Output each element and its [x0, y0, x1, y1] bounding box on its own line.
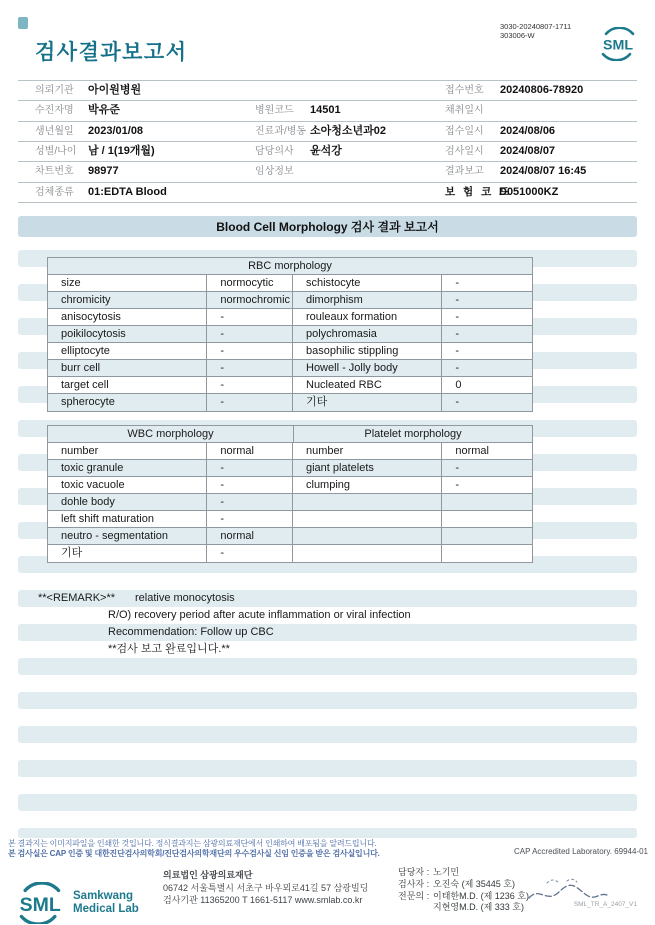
staff-row [398, 902, 529, 914]
table-cell: - [207, 494, 293, 510]
disclaimer-line-1: 본 결과지는 이미지파일을 인쇄한 것입니다. 정식결과지는 삼광의료재단에서 인쇄하여 배포됨을 알려드립니다. [8, 839, 377, 848]
table-cell [293, 528, 442, 544]
organization-contact: 검사기관 11365200 T 1661-5117 www.smlab.co.kr [163, 895, 363, 905]
table-row [48, 326, 532, 343]
table-row [48, 377, 532, 394]
table-cell: normocytic [207, 275, 293, 291]
table-cell: - [207, 343, 293, 359]
table-cell: - [207, 360, 293, 376]
staff-row [398, 879, 529, 891]
table-row [48, 343, 532, 360]
field-label: 접수번호 [445, 85, 484, 96]
table-cell: - [207, 377, 293, 393]
table-cell: - [455, 294, 460, 306]
patient-info-row [18, 80, 637, 100]
table-cell: elliptocyte [48, 343, 207, 359]
patient-info-row [18, 161, 637, 181]
remark-line: Recommendation: Follow up CBC [108, 626, 274, 638]
table-cell: - [455, 462, 460, 474]
form-version-code: SML_TR_A_2407_V1 [573, 901, 637, 908]
table-cell [293, 494, 442, 510]
stripe-bar [18, 828, 637, 838]
table-cell: number [48, 443, 207, 459]
signature-dots-path [547, 879, 577, 883]
table-header-row [48, 258, 532, 275]
organization-address: 06742 서울특별시 서초구 바우뫼로41길 57 삼광빌딩 [163, 882, 369, 893]
table-cell: poikilocytosis [48, 326, 207, 342]
field-value: 남 / 1(19개월) [88, 144, 155, 157]
field-value: 윤석강 [310, 144, 342, 157]
wbc-platelet-morphology-table [47, 425, 533, 563]
table-cell: spherocyte [48, 394, 207, 411]
field-label: 담당의사 [255, 145, 294, 157]
logo-name-line1: Samkwang [73, 890, 134, 902]
document-code-1: 3030-20240807-1711 [500, 22, 572, 31]
table-cell: - [207, 394, 293, 411]
patient-info-row [18, 182, 637, 202]
patient-info-row [18, 100, 637, 120]
table-cell: - [455, 479, 460, 491]
table-cell: - [207, 477, 293, 493]
table-cell: 기타 [293, 394, 442, 411]
table-cell: - [455, 345, 460, 357]
table-row [48, 292, 532, 309]
table-cell: - [207, 460, 293, 476]
table-row [48, 275, 532, 292]
sml-logo-small [597, 27, 639, 66]
table-cell [442, 511, 532, 527]
document-codes [500, 22, 571, 40]
table-cell: - [207, 309, 293, 325]
corner-registration-mark [18, 17, 28, 29]
remark-line: **검사 보고 완료입니다.** [108, 643, 230, 655]
table-cell: - [455, 362, 460, 374]
table-cell: - [455, 396, 460, 408]
table-cell: normal [207, 443, 293, 459]
table-title: Platelet morphology [364, 428, 462, 440]
table-row [48, 360, 532, 377]
table-row [48, 494, 532, 511]
staff-name: 지현영M.D. (제 333 호) [433, 902, 524, 913]
table-row [48, 545, 532, 562]
staff-name: 노기민 [433, 867, 460, 877]
table-header-row [48, 426, 532, 443]
cap-accreditation-text: CAP Accredited Laboratory. 69944-01 [513, 847, 648, 856]
section-title-bar [18, 216, 637, 237]
organization-info [163, 869, 368, 907]
table-row [48, 309, 532, 326]
table-cell: 0 [455, 379, 462, 391]
field-label: 보 험 코 드 [445, 185, 512, 198]
table-cell: polychromasia [293, 326, 442, 342]
field-value: D051000KZ [499, 185, 559, 198]
staff-role [398, 902, 425, 914]
staff-name: 이태한M.D. (제 1236 호) [433, 890, 529, 901]
table-cell: giant platelets [293, 460, 442, 476]
table-title: WBC morphology [48, 426, 294, 442]
table-row [48, 460, 532, 477]
table-cell [442, 545, 532, 562]
logo-name-line2: Medical Lab [73, 903, 139, 915]
field-label: 접수일시 [445, 125, 484, 137]
staff-row [398, 867, 529, 879]
table-cell: size [48, 275, 207, 291]
field-label: 결과보고 [445, 166, 484, 178]
spacer [425, 902, 433, 914]
field-label: 성별/나이 [35, 145, 77, 157]
document-code-2: 303006-W [500, 31, 535, 40]
table-cell: normochromic [207, 292, 293, 308]
table-cell: anisocytosis [48, 309, 207, 325]
staff-role: 담당자 : [398, 867, 430, 877]
table-cell: - [455, 311, 460, 323]
patient-info-row [18, 141, 637, 161]
staff-role: 검사자 : [398, 878, 430, 889]
staff-name: 오진숙 (제 35445 호) [433, 878, 515, 889]
table-row [48, 511, 532, 528]
field-label: 검체종류 [35, 186, 74, 198]
disclaimer-line-2: 본 검사실은 CAP 인증 및 대한진단검사의학회/진단검사의학재단의 우수검사실 신임 인증을 받은 검사실입니다. [8, 849, 380, 858]
table-cell: toxic vacuole [48, 477, 207, 493]
stripe-bar [18, 658, 637, 675]
field-label: 검사일시 [445, 145, 484, 157]
logo-top-arc [606, 28, 633, 34]
remark-line: R/O) recovery period after acute inflammation or viral infection [108, 609, 411, 621]
signature-dots [545, 874, 585, 892]
field-label: 생년월일 [35, 125, 74, 137]
field-label: 진료과/병동 [255, 125, 307, 137]
table-cell: dimorphism [293, 292, 442, 308]
table-cell: - [207, 326, 293, 342]
staff-block [398, 867, 529, 914]
stripe-bar [18, 760, 637, 777]
section-title: Blood Cell Morphology 검사 결과 보고서 [216, 220, 439, 234]
logo-top-arc [25, 883, 58, 891]
field-value: 01:EDTA Blood [88, 185, 167, 198]
field-label: 채취일시 [445, 105, 484, 117]
field-label: 차트번호 [35, 166, 74, 178]
stripe-bar [18, 794, 637, 811]
field-value: 2024/08/07 [500, 144, 556, 157]
logo-bottom-arc [21, 916, 54, 924]
table-cell: Howell - Jolly body [293, 360, 442, 376]
field-value: 박유준 [88, 104, 120, 117]
logo-short-text: SML [603, 37, 634, 54]
field-value: 소아청소년과02 [310, 124, 386, 137]
field-value: 98977 [88, 165, 119, 178]
table-title: RBC morphology [248, 260, 332, 272]
organization-name: 의료법인 삼광의료재단 [163, 870, 253, 880]
rbc-morphology-table [47, 257, 533, 412]
table-cell: dohle body [48, 494, 207, 510]
field-value: 14501 [310, 104, 341, 117]
table-cell: target cell [48, 377, 207, 393]
table-cell: 기타 [48, 545, 207, 562]
table-cell: schistocyte [293, 275, 442, 291]
table-cell: normal [207, 528, 293, 544]
patient-info-table [18, 80, 637, 203]
staff-row [398, 891, 529, 903]
table-cell: left shift maturation [48, 511, 207, 527]
table-cell: rouleaux formation [293, 309, 442, 325]
logo-bottom-arc [603, 54, 630, 60]
table-cell: normal [455, 445, 489, 457]
table-row [48, 394, 532, 411]
logo-name-text [73, 890, 139, 916]
table-cell: burr cell [48, 360, 207, 376]
remark-label: **<REMARK>** [38, 592, 116, 604]
field-label: 의뢰기관 [35, 85, 74, 96]
table-cell: - [207, 511, 293, 527]
table-cell [293, 545, 442, 562]
patient-info-row [18, 121, 637, 141]
table-cell: toxic granule [48, 460, 207, 476]
staff-role: 전문의 : [398, 890, 430, 901]
table-cell: - [455, 328, 460, 340]
logo-short-text: SML [19, 893, 61, 916]
spacer [425, 891, 433, 903]
remark-headline: relative monocytosis [135, 592, 235, 604]
table-cell [442, 494, 532, 510]
table-row [48, 477, 532, 494]
table-row [48, 528, 532, 545]
sml-logo-footer [14, 882, 139, 924]
field-label: 수진자명 [35, 105, 74, 117]
table-cell: number [293, 443, 442, 459]
table-cell: Nucleated RBC [293, 377, 442, 393]
field-label: 병원코드 [255, 105, 294, 117]
spacer [425, 879, 433, 891]
field-value: 2024/08/07 16:45 [500, 165, 587, 178]
table-row [48, 443, 532, 460]
table-cell [442, 528, 532, 544]
field-value: 아이원병원 [88, 84, 142, 96]
table-cell: - [207, 545, 293, 562]
field-value: 20240806-78920 [500, 84, 584, 96]
stripe-bar [18, 692, 637, 709]
table-cell: - [455, 277, 460, 289]
stripe-bar [18, 726, 637, 743]
table-cell [293, 511, 442, 527]
table-cell: chromicity [48, 292, 207, 308]
field-label: 임상정보 [255, 166, 294, 178]
page-title: 검사결과보고서 [35, 41, 188, 64]
spacer [425, 867, 433, 879]
table-cell: neutro - segmentation [48, 528, 207, 544]
field-value: 2023/01/08 [88, 124, 144, 137]
table-cell: clumping [293, 477, 442, 493]
table-cell: basophilic stippling [293, 343, 442, 359]
field-value: 2024/08/06 [500, 124, 556, 137]
